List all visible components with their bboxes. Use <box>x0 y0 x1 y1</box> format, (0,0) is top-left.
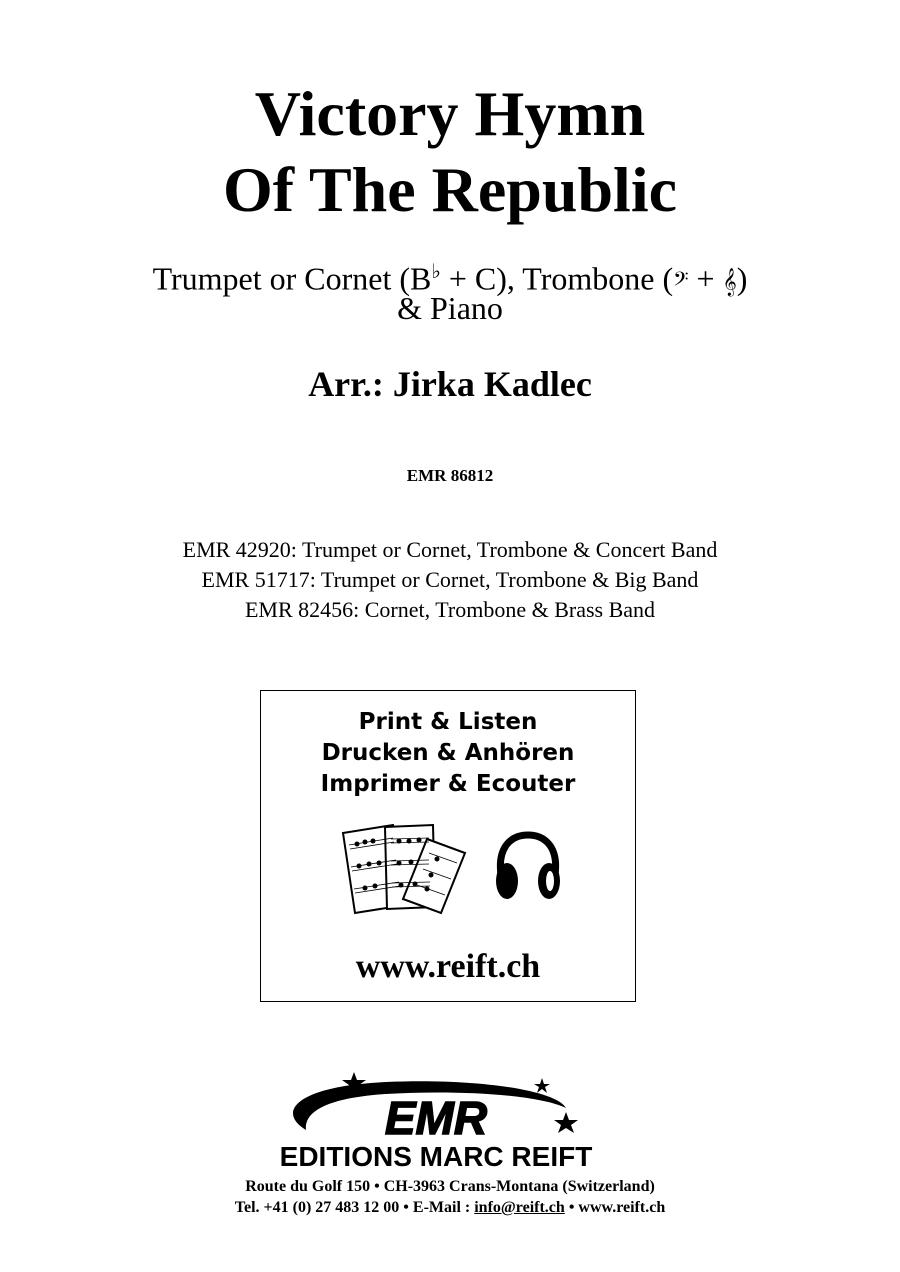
website-link[interactable]: www.reift.ch <box>355 948 541 985</box>
publisher-contact <box>0 1197 900 1219</box>
print-listen-line: Drucken & Anhören <box>321 740 575 766</box>
email-link[interactable]: info@reift.ch <box>474 1199 565 1216</box>
publisher-tel: Tel. +41 (0) 27 483 12 00 • E-Mail : <box>234 1199 475 1216</box>
headphones-icon <box>493 831 563 903</box>
print-listen-line: Print & Listen <box>358 709 538 735</box>
title-line-2: Of The Republic <box>223 154 677 225</box>
instrumentation-text: ) <box>736 260 748 297</box>
publisher-address: Route du Golf 150 • CH-3963 Crans-Montana (Switzerland) <box>245 1178 655 1195</box>
instrumentation-text: Trumpet or Cornet (B <box>152 260 432 297</box>
catalog-number: EMR 86812 <box>406 466 494 485</box>
logo-emr-text: EMR <box>384 1092 488 1144</box>
bass-clef-icon: 𝄢 <box>673 267 689 296</box>
instrumentation-text: + <box>688 260 723 297</box>
other-edition: EMR 51717: Trumpet or Cornet, Trombone & Big Band <box>201 567 699 592</box>
arranger: Arr.: Jirka Kadlec <box>308 364 592 404</box>
print-listen-line: Imprimer & Ecouter <box>320 771 576 797</box>
treble-clef-icon: 𝄞 <box>722 267 737 296</box>
publisher-web[interactable]: • www.reift.ch <box>564 1199 666 1216</box>
instrumentation-line-2: & Piano <box>397 290 503 326</box>
publisher-name: EDITIONS MARC REIFT <box>279 1141 593 1172</box>
instrumentation-text: + C), Trombone ( <box>440 260 674 297</box>
flat-symbol: ♭ <box>431 261 441 283</box>
print-listen-box <box>260 690 636 1002</box>
other-edition: EMR 82456: Cornet, Trombone & Brass Band <box>244 597 656 622</box>
emr-logo <box>236 1072 666 1172</box>
sheet-music-icon <box>341 821 469 917</box>
title-line-1: Victory Hymn <box>254 78 646 149</box>
other-edition: EMR 42920: Trumpet or Cornet, Trombone & Concert Band <box>182 537 718 562</box>
